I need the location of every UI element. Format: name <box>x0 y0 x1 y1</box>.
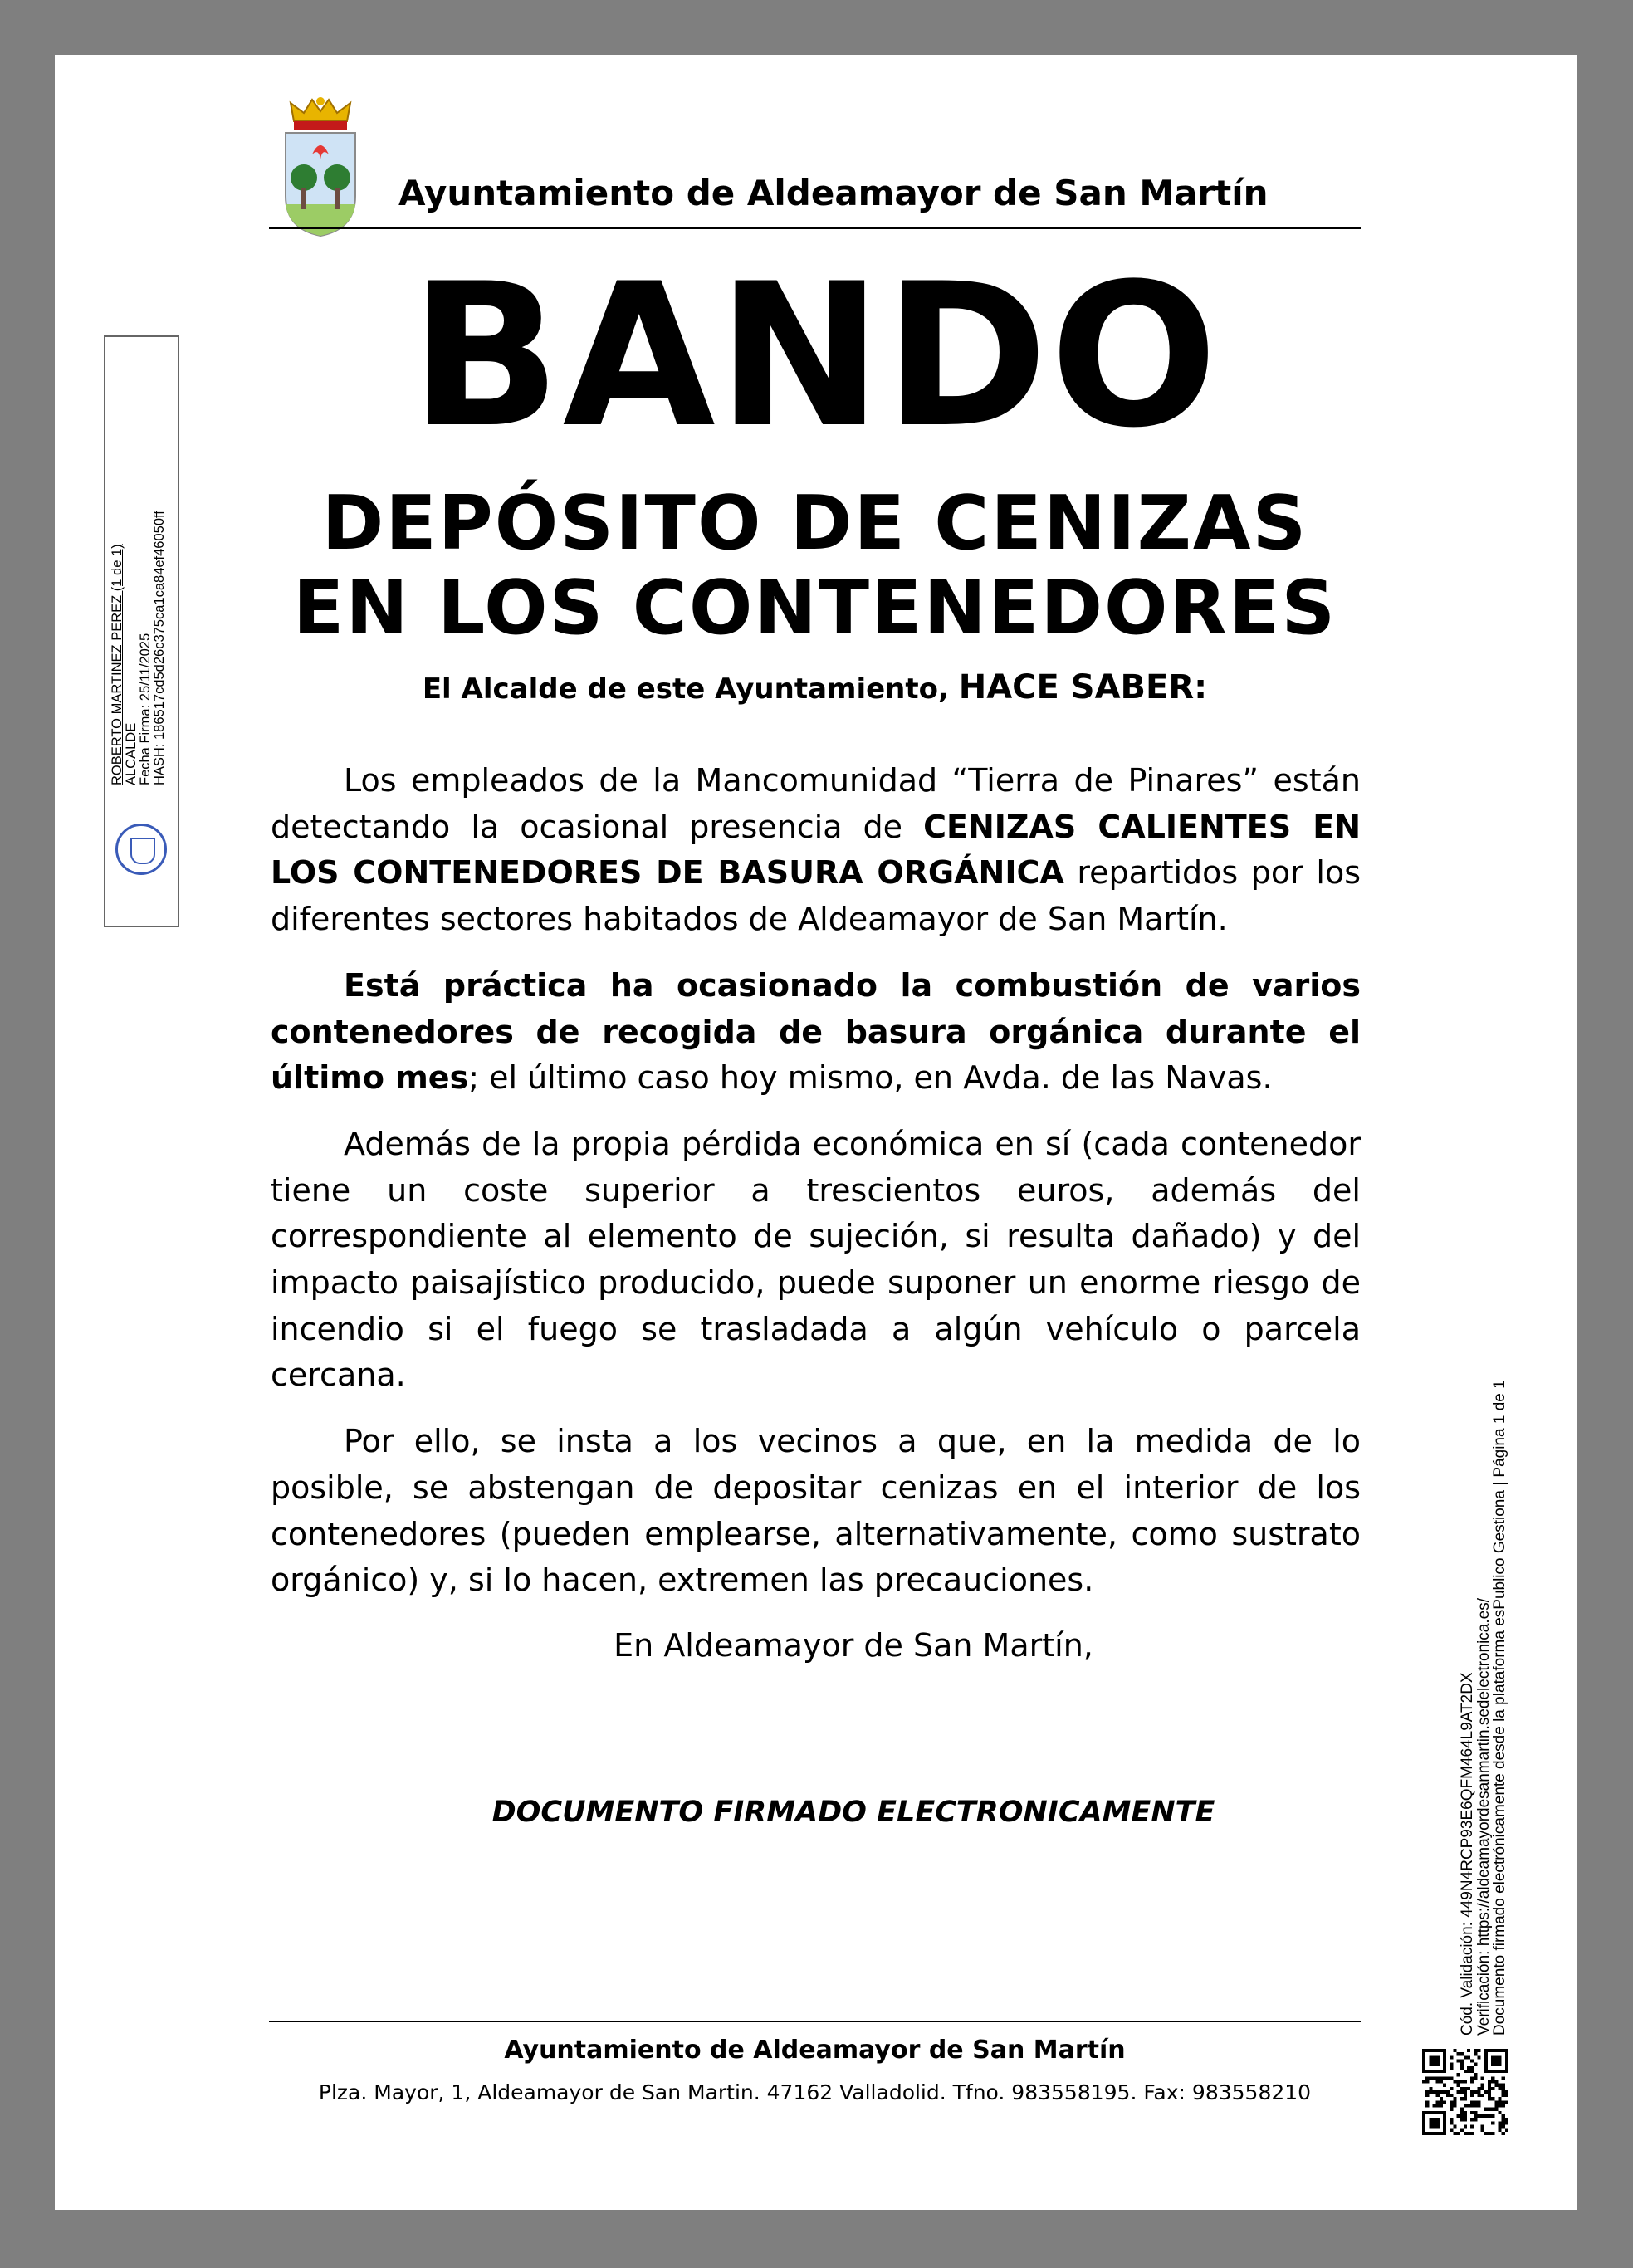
paragraph-text: Por ello, se insta a los vecinos a que, en la medida de lo posible, se abstengan de depositar cenizas en el interior de los contenedores (pueden emplearse, alternativamente, como sustrato orgánico) y, si lo hacen, extremen las precauciones. <box>271 1423 1361 1599</box>
bando-subtitle <box>269 481 1361 651</box>
signature-stamp <box>104 335 179 927</box>
paragraph-text: Los empleados de la Mancomunidad “Tierra de Pinares” están detectando la ocasional presencia de <box>271 762 1361 845</box>
footer-divider <box>269 2021 1361 2022</box>
body-text <box>271 758 1361 1624</box>
footer-address: Plza. Mayor, 1, Aldeamayor de San Martin. 47162 Valladolid. Tfno. 983558195. Fax: 983558210 <box>318 2080 1312 2104</box>
paragraph-text: ; el último caso hoy mismo, en Avda. de las Navas. <box>468 1059 1273 1097</box>
paragraph-text: Además de la propia pérdida económica en sí (cada contenedor tiene un coste superior a trescientos euros, además del correspondiente al elemento de sujeción, si resulta dañado) y del impacto paisajístico producido, puede suponer un enorme riesgo de incendio si el fuego se trasladada a algún vehículo o parcela cercana. <box>271 1125 1361 1394</box>
signature-date: Fecha Firma: 25/11/2025 <box>138 633 153 785</box>
bold-text: CENIZAS CALIENTES EN LOS CONTENEDORES DE BASURA ORGÁNICA <box>271 808 1362 892</box>
official-seal-icon <box>115 824 167 875</box>
signer-name: ROBERTO MARTINEZ PEREZ (1 de 1) <box>110 544 125 785</box>
validation-code: Cód. Validación: 449N4RCP93E6QFM464L9AT2DX <box>1459 1672 1476 2036</box>
subtitle-line-1: DEPÓSITO DE CENIZAS <box>321 480 1308 567</box>
header-title: Ayuntamiento de Aldeamayor de San Martín <box>398 173 1269 213</box>
body-paragraph <box>271 1122 1361 1399</box>
electronic-signature-note: DOCUMENTO FIRMADO ELECTRONICAMENTE <box>491 1796 1215 1829</box>
subtitle-line-2: EN LOS CONTENEDORES <box>292 565 1337 652</box>
bold-text: Está práctica ha ocasionado la combustión de varios contenedores de recogida de basura orgánica durante el último mes <box>271 966 1361 1097</box>
footer-title: Ayuntamiento de Aldeamayor de San Martín <box>504 2036 1126 2065</box>
signer-role: ALCALDE <box>124 722 139 785</box>
municipal-coat-of-arms-logo <box>279 96 362 239</box>
intro-line <box>269 668 1361 706</box>
body-paragraph <box>271 758 1361 943</box>
bando-title: BANDO <box>410 242 1220 472</box>
paragraph-text: repartidos por los diferentes sectores habitados de Aldeamayor de San Martín. <box>271 854 1361 938</box>
body-paragraph <box>271 963 1361 1102</box>
qr-code-icon <box>1421 2049 1509 2135</box>
verification-url[interactable]: Verificación: https://aldeamayordesanmartin.sedelectronica.es/ <box>1474 1598 1493 2036</box>
verification-text <box>1459 1371 1508 2036</box>
signature-hash: HASH: 186517cd5d26c375ca1ca84ef46050ff <box>152 511 167 785</box>
header-divider <box>269 227 1361 229</box>
body-paragraph <box>271 1419 1361 1604</box>
platform-note: Documento firmado electrónicamente desde la plataforma esPublico Gestiona | Página 1 de 1 <box>1491 1380 1508 2036</box>
intro-text: El Alcalde de este Ayuntamiento, <box>422 672 959 706</box>
closing-line: En Aldeamayor de San Martín, <box>614 1627 1093 1664</box>
intro-emphasis: HACE SABER: <box>958 668 1208 706</box>
signature-stamp-text <box>110 470 167 785</box>
